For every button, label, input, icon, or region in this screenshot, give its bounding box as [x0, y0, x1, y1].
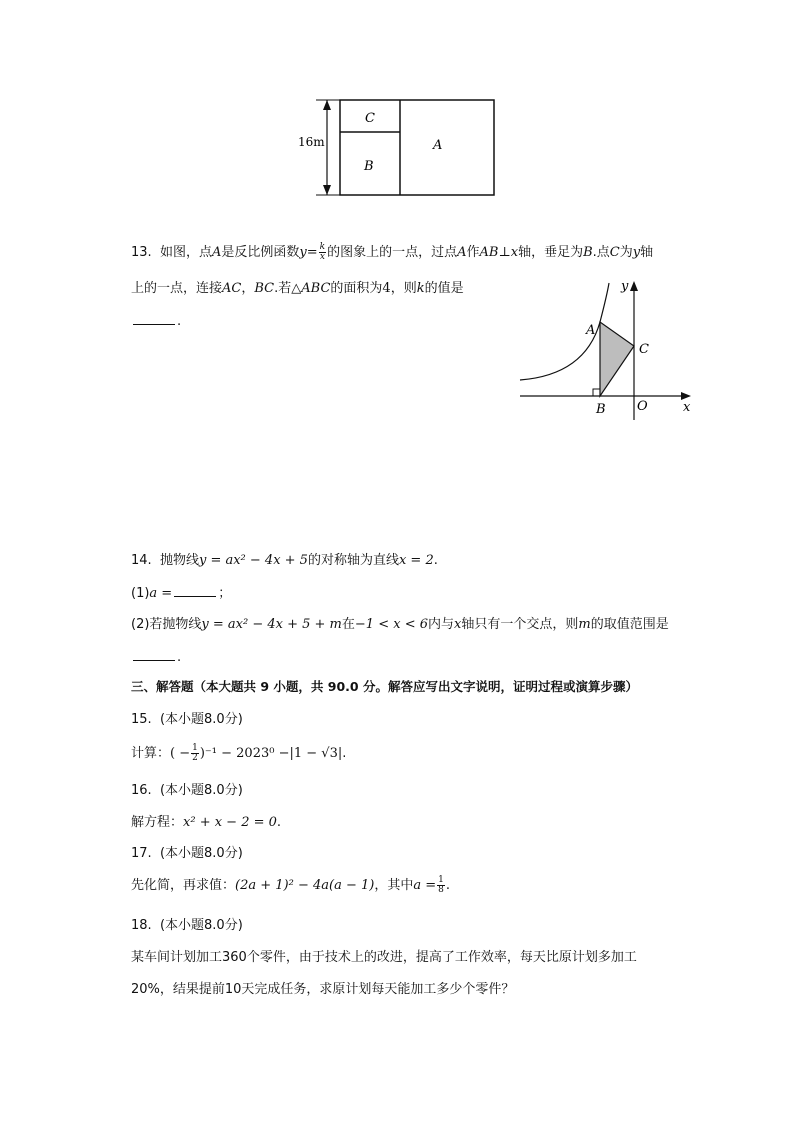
arrow-down-icon — [323, 185, 331, 195]
svg-text:A: A — [586, 323, 596, 338]
svg-text:C: C — [639, 342, 649, 357]
q13-answer-blank[interactable]: . — [131, 312, 181, 331]
figure-12-rectangles — [290, 92, 505, 202]
section-3-title: 三、解答题（本大题共 9 小题，共 90.0 分。解答应写出文字说明，证明过程或演算步骤） — [131, 679, 638, 694]
dim-label: 16m — [298, 135, 325, 149]
figure-13-graph — [515, 275, 700, 425]
svg-text:B: B — [596, 402, 606, 417]
hyperbola-curve — [520, 283, 609, 380]
q17-header: 17. (本小题8.0分) — [131, 846, 243, 861]
q16-body: 解方程：x² + x − 2 = 0. — [131, 815, 282, 830]
label-c: C — [365, 111, 375, 126]
svg-text:O: O — [637, 399, 648, 414]
svg-text:x: x — [683, 400, 691, 415]
triangle-abc — [600, 322, 634, 396]
q15-body: 计算：( − $\frac{1}{2}$ )⁻¹ − 2023⁰ −|1 − √3|. — [131, 743, 347, 763]
x-arrow-icon — [681, 392, 691, 400]
q14-part2: (2)若抛物线y = ax² − 4x + 5 + m在−1 < x < 6内与x轴只有一个交点，则m的取值范围是 — [131, 617, 669, 632]
fraction-k-over-x: $\frac{k}{x}$ — [319, 242, 326, 262]
q14-line1: 14. 抛物线y = ax² − 4x + 5的对称轴为直线x = 2. — [131, 553, 438, 568]
q18-line1: 某车间计划加工360个零件，由于技术上的改进，提高了工作效率，每天比原计划多加工 — [131, 950, 637, 965]
y-arrow-icon — [630, 281, 638, 291]
q15-header: 15. (本小题8.0分) — [131, 712, 243, 727]
q17-body: 先化简，再求值：(2a + 1)² − 4a(a − 1)，其中a = $\frac{1}{8}$ . — [131, 875, 450, 895]
svg-text:y: y — [621, 279, 629, 294]
q18-header: 18. (本小题8.0分) — [131, 918, 243, 933]
q13-line1: 13. 如图，点A是反比例函数y= $\frac{k}{x}$ 的图象上的一点，过点A作AB⊥x轴，垂足为B.点C为y轴 — [131, 242, 654, 262]
q13-line2: 上的一点，连接AC，BC.若△ABC的面积为4，则k的值是 — [131, 281, 464, 296]
q14-part1: (1)a = ； — [131, 586, 232, 601]
q14-part1-blank[interactable] — [174, 584, 216, 597]
label-b: B — [364, 159, 374, 174]
q18-line2: 20%，结果提前10天完成任务，求原计划每天能加工多少个零件？ — [131, 982, 515, 997]
q16-header: 16. (本小题8.0分) — [131, 783, 243, 798]
right-angle-mark — [593, 389, 600, 396]
arrow-up-icon — [323, 100, 331, 110]
q14-answer-blank[interactable]: . — [131, 648, 181, 667]
outer-rectangle — [340, 100, 494, 195]
label-a: A — [433, 138, 443, 153]
